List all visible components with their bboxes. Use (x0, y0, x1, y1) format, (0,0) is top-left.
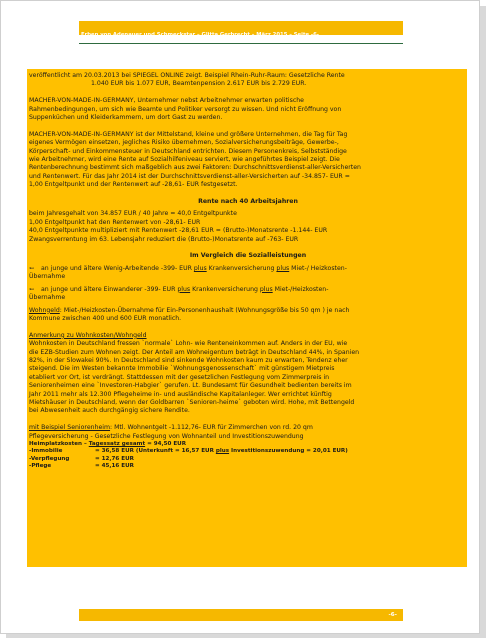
intro-line: veröffentlicht am 20.03.2013 bei SPIEGEL ONLINE zeigt. Beispiel Rhein-Ruhr-Raum: Gesetzliche Rente (29, 72, 345, 79)
vergleich-line-2-cont: Übernahme (29, 294, 66, 302)
vergleich-text: Miet-/Heizkosten- (272, 285, 329, 293)
right-arrow-icon: ➳ (29, 285, 35, 293)
header-divider (79, 43, 403, 44)
cost-value: = 12,76 EUR (95, 455, 134, 462)
vergleich-line-1-cont: Übernahme (29, 273, 66, 281)
cost-value (95, 448, 348, 455)
anmerkung-line: bei Abwesenheit auch durchgängig sichere Rendite. (29, 407, 190, 415)
page-shadow-bottom (6, 634, 486, 638)
heimplatz-line (29, 441, 467, 448)
paragraph-line: wie Arbeitnehmer, wird eine Rente auf Sozialhilfeniveau serviert, wie angeführtes Beispiel zeigt. Die (29, 156, 340, 164)
paragraph-line: Rentenberechnung bestimmt sich maßgeblich aus zwei Faktoren: Durchschnittsverdienst-aller-Versicherten (29, 164, 361, 172)
page-number: -6- (388, 612, 397, 618)
senioren-label: mit Beispiel Seniorenheim (29, 424, 111, 432)
cost-value-tail: Investitionszuwendung = 20,01 EUR) (229, 448, 348, 455)
section-title-rente: Rente nach 40 Arbeitsjahren (198, 198, 298, 206)
cost-value: = 45,16 EUR (95, 463, 134, 470)
wohngeld-label: Wohngeld (29, 306, 60, 314)
cost-row (29, 448, 467, 455)
right-arrow-icon: ➳ (29, 264, 35, 272)
senioren-text: : Mtl. Wohnentgelt -1.112,76- EUR für Zimmerchen von rd. 20 qm (110, 424, 313, 432)
vergleich-text: an junge und ältere Einwanderer -399- EUR (41, 285, 178, 293)
rente-line: Zwangsverrentung im 63. Lebensjahr reduziert die (Brutto-)Monatsrente auf -763- EUR (29, 235, 299, 243)
header-text: Erben von Adenauer und Schmeckstar – Glitta Gerbrecht – März 2015 – Seite -6- (81, 32, 319, 35)
heimplatz-text: Heimplatzkosten – (29, 440, 89, 447)
cost-label: -Verpflegung (29, 455, 70, 462)
cost-value-text: = 36,58 EUR (Unterkunft = 16,57 EUR (95, 448, 216, 455)
header-bar (79, 21, 403, 35)
senioren-line-2: Pflegeversicherung - Gesetzliche Festlegung von Wohnanteil und Investitionszuwendung (29, 432, 304, 440)
tagessatz-value: = 94,50 EUR (145, 440, 187, 447)
plus-word: plus (193, 264, 207, 272)
senioren-line (29, 424, 467, 432)
paragraph-line: Rahmenbedingungen, um sich wie Beamte und Politiker versorgt zu wissen. Und nicht Eröffnung von (29, 105, 342, 113)
anmerkung-line: Mietshäuser in Deutschland, wenn der Goldbarren `Senioren-heime` geboten wird. Hohe, mit Bettengeld (29, 398, 355, 406)
vergleich-line-1 (29, 265, 467, 273)
wohngeld-text: : Miet-/Heizkosten-Übernahme für Ein-Personenhaushalt (Wohnungsgröße bis 50 qm ) je nach (59, 306, 350, 314)
vergleich-text: an junge und ältere Wenig-Arbeitende -399- EUR (41, 264, 194, 272)
intro-line: 1.040 EUR bis 1.077 EUR, Beamtenpension 2.617 EUR bis 2.729 EUR. (91, 80, 307, 88)
vergleich-line-2 (29, 286, 467, 294)
footer-bar (79, 609, 403, 621)
content-block (27, 69, 467, 567)
anmerkung-line: steigend. Die im Westen bekannte Immobilie `Wohnungsgenossenschaft` mit günstigem Mietpreis (29, 365, 335, 373)
rente-line: 1,00 Entgeltpunkt hat den Rentenwert von -28,61- EUR (29, 218, 201, 226)
paragraph-line: eigenes Vermögen einsetzen, jegliches Risiko übernehmen, Sozialversicherungsbeiträge, Gewerbe-, (29, 139, 339, 147)
paragraph-line: MACHER-VON-MADE-IN-GERMANY, Unternehmer nebst Arbeitnehmer erwarten politische (29, 97, 304, 105)
anmerkung-line: die EZB-Studien zum Wohnen zeigt. Der Anteil am Wohneigentum beträgt in Deutschland 44%, in Spanien (29, 348, 360, 356)
paragraph-line: Körperschaft- und Einkommensteuer in Deutschland entrichten. Diesem Personenkreis, Selbstständige (29, 147, 347, 155)
plus-word: plus (215, 448, 230, 455)
anmerkung-line: etabliert vor Ort, ist verdrängt. Stattdessen mit der gesetzlichen Festlegung vom Zimmerpreis in (29, 373, 330, 381)
cost-row (29, 463, 467, 470)
tagessatz-label: Tagessatz gesamt (88, 440, 146, 447)
cost-row (29, 456, 467, 463)
paragraph-line: MACHER-VON-MADE-IN-GERMANY ist der Mittelstand, kleine und größere Unternehmen, die Tag für Tag (29, 130, 348, 138)
page-shadow-right (480, 6, 486, 636)
vergleich-text: Miet-/ Heizkosten- (289, 264, 347, 272)
anmerkung-title: Anmerkung zu Wohnkosten/Wohngeld (29, 331, 147, 339)
paragraph-line: 1,00 Entgeltpunkt und der Rentenwert auf -28,61- EUR festgesetzt. (29, 181, 238, 189)
rente-line: 40,0 Entgeltpunkte multipliziert mit Rentenwert -28,61 EUR = (Brutto-)Monatsrente -1.144- EUR (29, 227, 328, 235)
rente-line: beim Jahresgehalt von 34.857 EUR / 40 Jahre = 40,0 Entgeltpunkte (29, 210, 237, 218)
anmerkung-line: 82%, in der Slowakei 90%. In Deutschland sind sinkende Wohnkosten kaum zu erwarten, Tendenz eher (29, 356, 348, 364)
cost-label: -Immobilie (29, 448, 63, 455)
paragraph-line: Suppenküchen und Kleiderkammern, um dort Gast zu werden. (29, 114, 223, 122)
plus-word: plus (259, 285, 273, 293)
cost-label: -Pflege (29, 463, 52, 470)
anmerkung-line: Seniorenheimen eine `Investoren-Habgier` gerufen. Lt. Bundesamt für Gesundheit bedienten bereits im (29, 382, 352, 390)
vergleich-text: Krankenversicherung (190, 285, 260, 293)
wohngeld-line (29, 307, 467, 315)
vergleich-text: Krankenversicherung (206, 264, 277, 272)
paragraph-line: und Rentenwert. Für das Jahr 2014 ist der Durchschnittsverdienst-aller-Versicherten auf -34.857- EUR = (29, 172, 350, 180)
anmerkung-line: Jahr 2011 mehr als 12.300 Pflegeheime in- und ausländische Kapitalanleger. Wer errichtet künftig (29, 390, 332, 398)
section-title-vergleich: Im Vergleich die Sozialleistungen (189, 252, 307, 260)
plus-word: plus (177, 285, 191, 293)
anmerkung-line: Wohnkosten in Deutschland fressen `normale` Lohn- wie Renteneinkommen auf. Anders in der EU, wie (29, 340, 348, 348)
plus-word: plus (276, 264, 290, 272)
wohngeld-line-2: Kommune zwischen 400 und 600 EUR monatlich. (29, 314, 182, 322)
